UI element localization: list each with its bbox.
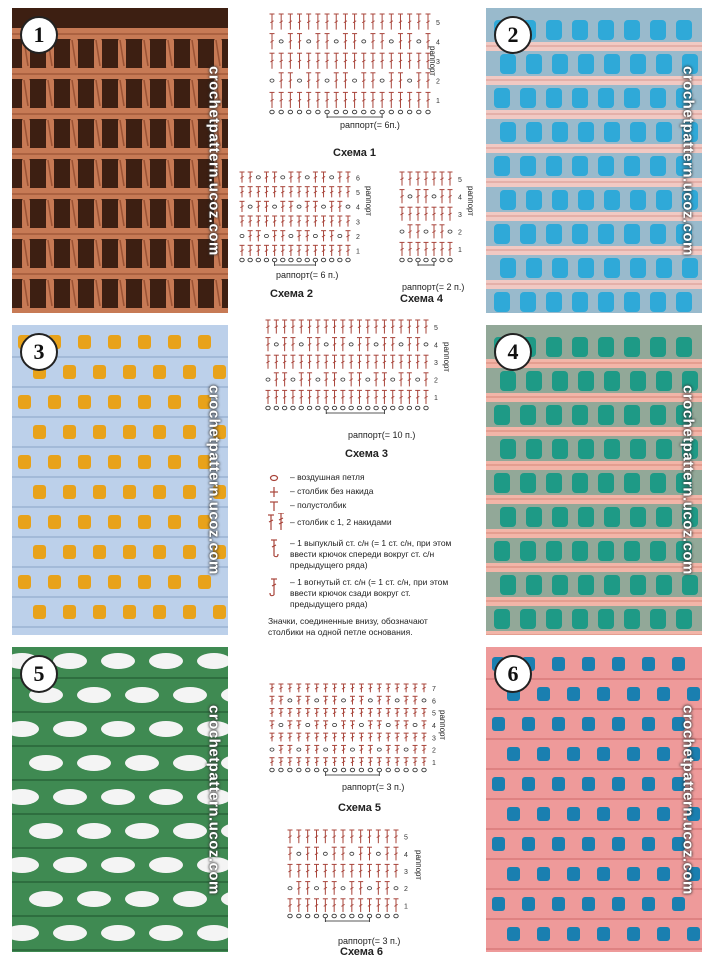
chain-stitch (298, 79, 302, 82)
chain-stitch (366, 406, 370, 410)
chain-stitch (325, 110, 329, 114)
chain-stitch (448, 258, 452, 262)
row-number: 2 (458, 229, 462, 237)
photo-1 (12, 8, 228, 313)
chain-stitch (353, 79, 357, 82)
scheme-6 (280, 822, 440, 948)
chain-stitch (279, 110, 283, 114)
photo-number-badge: 5 (20, 655, 58, 693)
chain-stitch (440, 258, 444, 262)
chain-stitch (385, 914, 389, 918)
chain-stitch (371, 110, 375, 114)
chain-stitch (417, 110, 421, 114)
repeat-label: раппорт(= 6 п.) (276, 270, 339, 280)
chain-stitch (315, 699, 319, 702)
chain-stitch (323, 914, 327, 918)
repeat-label: раппорт(= 3 п.) (338, 936, 401, 946)
chain-stitch (368, 699, 372, 702)
side-repeat-label: раппорт (442, 342, 451, 372)
scheme-caption: Схема 4 (400, 293, 444, 305)
chain-stitch (270, 110, 274, 114)
chain-stitch (316, 378, 320, 381)
row-number: 5 (436, 19, 440, 27)
chain-stitch (332, 768, 336, 772)
legend-item: – 1 выпуклый ст. с/н (= 1 ст. с/н, при этом ввести крючок спереди вокруг ст. с/н предыдущего ряда) (260, 538, 460, 571)
legend-item: – столбик с 1, 2 накидами (260, 517, 460, 528)
watermark: crochetpattern.ucoz.com (679, 65, 697, 256)
chain-stitch (376, 852, 380, 855)
chain-stitch (334, 40, 338, 43)
scheme-4 (392, 164, 482, 292)
chain-stitch (297, 258, 301, 262)
scheme-3 (258, 312, 454, 442)
chain-stitch (299, 406, 303, 410)
chain-stitch (358, 914, 362, 918)
chain-stitch (349, 343, 353, 346)
row-number: 5 (432, 710, 436, 718)
repeat-label: раппорт(= 10 п.) (348, 430, 416, 440)
chain-stitch (315, 887, 319, 890)
chain-stitch (291, 378, 295, 381)
row-number: 3 (458, 212, 462, 219)
chain-stitch (395, 768, 399, 772)
chain-stitch (270, 768, 274, 772)
chain-stitch (407, 406, 411, 410)
chain-stitch (395, 699, 399, 702)
chain-stitch (307, 406, 311, 410)
chain-stitch (342, 699, 346, 702)
chain-stitch (256, 258, 260, 262)
row-number: 3 (432, 735, 436, 743)
chain-stitch (400, 230, 404, 233)
chain-stitch (413, 723, 417, 726)
photo-6 (486, 647, 702, 952)
chain-stitch (305, 176, 309, 179)
yarn-texture (486, 8, 702, 313)
chain-stitch (359, 723, 363, 726)
chain-stitch (408, 79, 412, 82)
chain-stitch (367, 914, 371, 918)
chain-stitch (352, 110, 356, 114)
photo-number-badge: 6 (494, 655, 532, 693)
row-number: 4 (436, 39, 440, 47)
chain-stitch (368, 768, 372, 772)
scheme-caption: Схема 1 (333, 147, 377, 159)
chain-stitch (313, 234, 317, 237)
legend-item: – полустолбик (260, 500, 460, 511)
scheme-1 (262, 6, 442, 136)
chain-stitch (432, 195, 436, 198)
chain-stitch (274, 406, 278, 410)
row-number: 1 (356, 248, 360, 256)
chain-stitch (399, 343, 403, 346)
chain-stitch (341, 887, 345, 890)
chain-stitch (389, 40, 393, 43)
chain-stitch (297, 748, 301, 751)
scheme-caption: Схема 2 (270, 288, 314, 300)
row-number: 2 (404, 886, 408, 894)
row-number: 1 (404, 903, 408, 911)
chain-stitch (359, 768, 363, 772)
row-number: 3 (404, 869, 408, 876)
row-number: 5 (458, 176, 462, 184)
chain-stitch (316, 110, 320, 114)
chain-stitch (422, 699, 426, 702)
row-number: 4 (458, 194, 462, 202)
chain-stitch (297, 768, 301, 772)
chain-stitch (272, 258, 276, 262)
photo-2 (486, 8, 702, 313)
chain-stitch (341, 406, 345, 410)
chain-stitch (324, 343, 328, 346)
chain-stitch (306, 768, 310, 772)
chain-stitch (307, 40, 311, 43)
row-number: 5 (356, 190, 360, 197)
chain-stitch (391, 406, 395, 410)
chain-stitch (399, 406, 403, 410)
scheme-caption: Схема 5 (338, 802, 382, 814)
legend-note: Значки, соединенные внизу, обозначают столбики на одной петле основания. (268, 616, 428, 637)
row-number: 4 (432, 723, 436, 730)
row-number: 3 (436, 59, 440, 66)
side-repeat-label: раппорт (364, 186, 373, 216)
chain-stitch (334, 110, 338, 114)
chain-stitch (346, 205, 350, 208)
watermark: crochetpattern.ucoz.com (679, 385, 697, 575)
chain-stitch (338, 258, 342, 262)
chain-stitch (273, 205, 277, 208)
chain-stitch (366, 378, 370, 381)
photo-number-badge: 1 (20, 16, 58, 54)
chain-stitch (382, 406, 386, 410)
chain-stitch (321, 258, 325, 262)
legend-item: – 1 вогнутый ст. с/н (= 1 ст. с/н, при этом ввести крючок сзади вокруг ст. предыдущего ряда) (260, 577, 460, 610)
chain-stitch (279, 768, 283, 772)
chain-stitch (357, 406, 361, 410)
chain-stitch (288, 110, 292, 114)
chain-stitch (376, 914, 380, 918)
row-number: 5 (434, 324, 438, 332)
chain-stitch (448, 230, 452, 233)
chain-stitch (386, 768, 390, 772)
chain-stitch (416, 258, 420, 262)
row-number: 1 (458, 247, 462, 255)
chain-stitch (297, 914, 301, 918)
chain-stitch (264, 234, 268, 237)
chain-stitch (408, 195, 412, 198)
side-repeat-label: раппорт (428, 46, 437, 76)
chain-stitch (306, 723, 310, 726)
photo-5 (12, 647, 228, 952)
chain-stitch (288, 887, 292, 890)
chain-stitch (389, 110, 393, 114)
chain-stitch (297, 852, 301, 855)
single-crochet-icon (266, 486, 288, 500)
row-number: 4 (356, 204, 360, 212)
chain-stitch (282, 406, 286, 410)
repeat-label: раппорт(= 3 п.) (342, 782, 405, 792)
chain-stitch (279, 40, 283, 43)
chain-stitch (307, 110, 311, 114)
row-number: 1 (434, 395, 438, 403)
chain-stitch (299, 343, 303, 346)
chain-stitch (398, 110, 402, 114)
scheme-5 (262, 676, 452, 796)
chain-stitch (248, 205, 252, 208)
chain-stitch (417, 40, 421, 43)
chain-stitch (349, 406, 353, 410)
chain-stitch (341, 768, 345, 772)
chain-stitch (415, 406, 419, 410)
chain-stitch (324, 406, 328, 410)
chain-stitch (333, 723, 337, 726)
scheme-2 (232, 164, 384, 284)
yarn-texture (486, 647, 702, 952)
chain-stitch (380, 79, 384, 82)
chain-stitch (270, 748, 274, 751)
chain-stitch (289, 258, 293, 262)
chain-stitch (416, 378, 420, 381)
scheme-caption: Схема 6 (340, 946, 384, 958)
chain-stitch (377, 748, 381, 751)
row-number: 1 (432, 759, 436, 767)
watermark: crochetpattern.ucoz.com (205, 385, 223, 575)
row-number: 1 (436, 98, 440, 106)
chain-stitch (264, 258, 268, 262)
chain-stitch (266, 406, 270, 410)
chain-stitch (391, 378, 395, 381)
chain-stitch (343, 110, 347, 114)
chain-stitch (316, 406, 320, 410)
front-post-icon (266, 538, 288, 552)
chain-stitch (374, 343, 378, 346)
chain-stitch (394, 887, 398, 890)
chain-stitch (270, 79, 274, 82)
chain-stitch (432, 258, 436, 262)
legend-item: – столбик без накида (260, 486, 460, 497)
chain-stitch (400, 258, 404, 262)
chain-stitch (341, 378, 345, 381)
repeat-label: раппорт(= 6п.) (340, 120, 400, 130)
half-double-icon (266, 500, 288, 514)
chain-stitch (329, 258, 333, 262)
legend-item: – воздушная петля (260, 472, 460, 483)
photo-3 (12, 325, 228, 635)
chain-stitch (305, 914, 309, 918)
row-number: 2 (432, 747, 436, 755)
photo-number-badge: 4 (494, 333, 532, 371)
row-number: 6 (356, 175, 360, 183)
chain-stitch (297, 110, 301, 114)
watermark: crochetpattern.ucoz.com (205, 65, 223, 256)
chain-stitch (350, 748, 354, 751)
row-number: 4 (404, 851, 408, 859)
chain-stitch (332, 406, 336, 410)
photo-number-badge: 3 (20, 333, 58, 371)
chain-stitch (380, 110, 384, 114)
chain-stitch (424, 258, 428, 262)
chain-stitch (266, 378, 270, 381)
chain-stitch (424, 406, 428, 410)
chain-stitch (394, 914, 398, 918)
chain-stitch (350, 852, 354, 855)
chain-stitch (288, 914, 292, 918)
yarn-texture (12, 325, 228, 635)
watermark: crochetpattern.ucoz.com (205, 704, 223, 895)
chain-stitch (424, 343, 428, 346)
chain-stitch (297, 205, 301, 208)
chain-stitch (422, 768, 426, 772)
chain-stitch (289, 234, 293, 237)
chain-stitch (338, 234, 342, 237)
back-post-icon (266, 577, 288, 591)
photo-4 (486, 325, 702, 635)
chain-stitch (330, 176, 334, 179)
legend (260, 472, 460, 638)
chain-stitch (279, 723, 283, 726)
chain-stitch (248, 258, 252, 262)
row-number: 5 (404, 834, 408, 842)
chain-stitch (256, 176, 260, 179)
row-number: 2 (434, 377, 438, 385)
chain-stitch (288, 699, 292, 702)
row-number: 6 (432, 698, 436, 706)
chain-stitch (325, 79, 329, 82)
chain-stitch (346, 258, 350, 262)
chain-stitch (324, 748, 328, 751)
watermark: crochetpattern.ucoz.com (679, 704, 697, 895)
chain-stitch (314, 914, 318, 918)
chain-stitch (288, 768, 292, 772)
chain-stitch (332, 914, 336, 918)
repeat-label: раппорт(= 2 п.) (402, 282, 465, 292)
chain-stitch (368, 887, 372, 890)
chain-stitch (350, 768, 354, 772)
chain-stitch (377, 768, 381, 772)
double-treble-icon (266, 517, 288, 531)
chain-stitch (350, 914, 354, 918)
chain-stitch (315, 768, 319, 772)
chain-stitch (408, 258, 412, 262)
chain-stitch (323, 768, 327, 772)
row-number: 3 (356, 219, 360, 227)
chain-stitch (341, 914, 345, 918)
chain-stitch (274, 343, 278, 346)
side-repeat-label: раппорт (438, 710, 447, 740)
yarn-texture (486, 325, 702, 635)
row-number: 3 (434, 360, 438, 367)
chain-stitch (281, 258, 285, 262)
chain-stitch (404, 768, 408, 772)
chain-stitch (362, 40, 366, 43)
row-number: 7 (432, 686, 436, 694)
chain-stitch (240, 234, 244, 237)
chain-stitch (305, 258, 309, 262)
chain-icon (266, 472, 288, 486)
side-repeat-label: раппорт (414, 850, 423, 880)
photo-number-badge: 2 (494, 16, 532, 54)
chain-stitch (407, 110, 411, 114)
chain-stitch (322, 205, 326, 208)
chain-stitch (386, 723, 390, 726)
chain-stitch (426, 110, 430, 114)
chain-stitch (424, 230, 428, 233)
chain-stitch (240, 258, 244, 262)
row-number: 2 (436, 78, 440, 86)
yarn-texture (12, 647, 228, 952)
chain-stitch (374, 406, 378, 410)
row-number: 2 (356, 234, 360, 241)
chain-stitch (281, 176, 285, 179)
chain-stitch (323, 852, 327, 855)
chain-stitch (362, 110, 366, 114)
chain-stitch (291, 406, 295, 410)
side-repeat-label: раппорт (466, 186, 475, 216)
chain-stitch (413, 768, 417, 772)
chain-stitch (313, 258, 317, 262)
chain-stitch (404, 748, 408, 751)
scheme-caption: Схема 3 (345, 448, 389, 460)
row-number: 4 (434, 342, 438, 350)
